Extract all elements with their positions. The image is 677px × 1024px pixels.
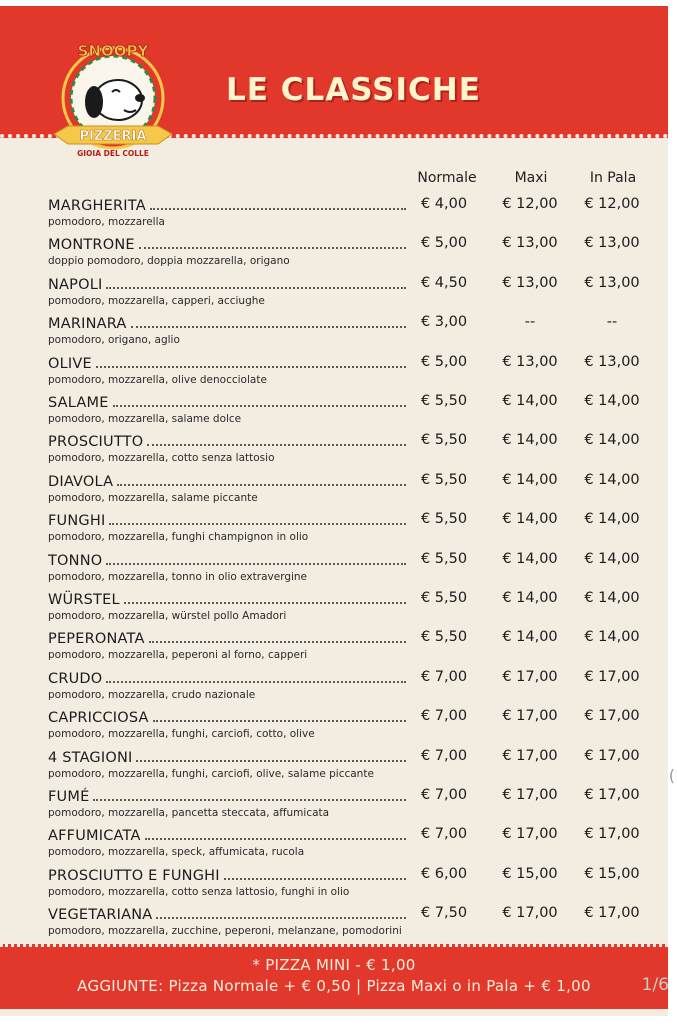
price-normale: € 5,00	[420, 353, 468, 370]
menu-item-description: pomodoro, mozzarella, crudo nazionale	[48, 688, 256, 701]
menu-item	[48, 511, 648, 550]
dot-leader	[117, 472, 406, 486]
price-maxi: € 14,00	[502, 590, 558, 606]
dot-leader	[106, 275, 406, 289]
menu-item-name-line	[48, 551, 406, 571]
price-maxi: --	[524, 314, 536, 331]
menu-item-name: OLIVE	[48, 355, 92, 372]
menu-item	[48, 314, 648, 353]
price-in-pala: € 14,00	[584, 432, 640, 449]
price-maxi: € 17,00	[502, 747, 558, 764]
price-in-pala: --	[606, 314, 618, 331]
menu-item	[48, 235, 648, 274]
menu-item-name-line	[48, 393, 406, 413]
menu-item-name: PROSCIUTTO E FUNGHI	[48, 867, 220, 884]
menu-item-name-line	[48, 511, 406, 531]
logo-top-text: SNOOPY	[77, 42, 149, 60]
menu-item-name: FUNGHI	[48, 513, 106, 530]
dot-leader	[150, 196, 406, 210]
menu-item-name-line	[48, 432, 406, 452]
menu-item	[48, 708, 648, 747]
dot-leader	[224, 866, 406, 880]
menu-item	[48, 196, 648, 235]
menu-item-name-line	[48, 866, 406, 886]
price-normale: € 5,50	[420, 432, 468, 449]
dot-leader	[96, 354, 406, 368]
price-normale: € 5,50	[420, 471, 468, 488]
menu-item-name-line	[48, 787, 406, 807]
dot-leader	[109, 511, 406, 525]
price-in-pala: € 13,00	[584, 235, 640, 252]
price-normale: € 5,00	[420, 235, 468, 252]
price-in-pala: € 14,00	[584, 471, 640, 488]
price-maxi: € 14,00	[502, 432, 558, 449]
menu-item-description: pomodoro, mozzarella, cotto senza lattosio, funghi in olio	[48, 885, 350, 898]
menu-item	[48, 551, 648, 590]
price-normale: € 7,00	[420, 708, 468, 725]
price-normale: € 5,50	[420, 550, 468, 567]
menu-item-description: pomodoro, mozzarella, funghi champignon in olio	[48, 531, 309, 544]
menu-item	[48, 393, 648, 432]
menu-item-name: MARINARA	[48, 316, 127, 333]
price-maxi: € 14,00	[502, 511, 558, 528]
price-in-pala: € 17,00	[584, 905, 640, 922]
price-normale: € 5,50	[420, 629, 468, 646]
dot-leader	[106, 551, 406, 565]
dot-leader	[93, 787, 406, 801]
price-in-pala: € 14,00	[584, 629, 640, 646]
price-normale: € 6,00	[420, 865, 468, 882]
menu-item-name: CRUDO	[48, 670, 103, 687]
menu-item-description: pomodoro, mozzarella, tonno in olio extravergine	[48, 570, 308, 583]
price-in-pala: € 14,00	[584, 550, 640, 567]
menu-item-name: NAPOLI	[48, 276, 103, 293]
menu-item-name-line	[48, 314, 406, 334]
price-in-pala: € 12,00	[584, 196, 640, 212]
price-in-pala: € 17,00	[584, 708, 640, 725]
menu-item-name: DIAVOLA	[48, 473, 114, 490]
price-in-pala: € 13,00	[584, 274, 640, 291]
dot-leader	[153, 708, 406, 722]
dot-leader	[113, 393, 406, 407]
menu-item-description: pomodoro, mozzarella, zucchine, peperoni, melanzane, pomodorini	[48, 925, 402, 938]
menu-item-description: pomodoro, origano, aglio	[48, 334, 180, 347]
menu-item	[48, 629, 648, 668]
logo-ribbon-text: PIZZERIA	[79, 129, 147, 144]
menu-item-name-line	[48, 275, 406, 295]
price-normale: € 5,50	[420, 590, 468, 606]
price-in-pala: € 14,00	[584, 511, 640, 528]
price-maxi: € 14,00	[502, 471, 558, 488]
menu-item	[48, 354, 648, 393]
menu-item-name-line	[48, 708, 406, 728]
dot-leader	[136, 748, 406, 762]
dot-leader	[145, 826, 406, 840]
menu-item-name: WÜRSTEL	[48, 592, 120, 608]
menu-item	[48, 432, 648, 471]
price-normale: € 3,00	[420, 314, 468, 331]
menu-item-name: MARGHERITA	[48, 198, 146, 214]
footer-pizza-mini: * PIZZA MINI - € 1,00	[252, 956, 416, 974]
price-in-pala: € 15,00	[584, 865, 640, 882]
menu-item-name-line	[48, 669, 406, 689]
dot-leader	[156, 905, 406, 919]
menu-item-description: pomodoro, mozzarella, funghi, carciofi, olive, salame piccante	[48, 767, 374, 780]
menu-item	[48, 275, 648, 314]
menu-item-name: 4 STAGIONI	[48, 749, 133, 766]
menu-item	[48, 905, 648, 944]
dot-leader	[106, 669, 406, 683]
menu-item	[48, 669, 648, 708]
price-in-pala: € 17,00	[584, 747, 640, 764]
price-normale: € 7,00	[420, 668, 468, 685]
price-normale: € 7,00	[420, 787, 468, 803]
page-title: LE CLASSICHE	[226, 72, 481, 108]
page-indicator: 1/6	[641, 975, 669, 995]
price-normale: € 5,50	[420, 393, 468, 409]
menu-item-description: pomodoro, mozzarella	[48, 216, 165, 228]
dot-leader	[139, 235, 406, 249]
col-head-maxi: Maxi	[514, 170, 548, 186]
menu-page	[0, 6, 668, 1016]
menu-item	[48, 826, 648, 865]
col-head-in-pala: In Pala	[589, 170, 637, 186]
price-maxi: € 15,00	[502, 865, 558, 882]
price-maxi: € 17,00	[502, 905, 558, 922]
menu-item-description: doppio pomodoro, doppia mozzarella, origano	[48, 255, 290, 268]
price-maxi: € 17,00	[502, 826, 558, 843]
menu-item	[48, 787, 648, 826]
menu-item	[48, 748, 648, 787]
menu-item-name: PEPERONATA	[48, 631, 145, 648]
footer-banner	[0, 944, 668, 1009]
menu-item-name-line	[48, 629, 406, 649]
menu-item-name-line	[48, 590, 406, 610]
price-in-pala: € 13,00	[584, 353, 640, 370]
price-maxi: € 17,00	[502, 708, 558, 725]
menu-item-name: CAPRICCIOSA	[48, 710, 149, 727]
dot-leader	[124, 590, 406, 604]
price-normale: € 4,50	[420, 274, 468, 291]
menu-item-name-line	[48, 196, 406, 216]
price-in-pala: € 17,00	[584, 787, 640, 803]
price-maxi: € 13,00	[502, 235, 558, 252]
price-normale: € 7,00	[420, 747, 468, 764]
menu-item-description: pomodoro, mozzarella, würstel pollo Amadori	[48, 610, 287, 622]
price-maxi: € 13,00	[502, 274, 558, 291]
menu-item-name-line	[48, 905, 406, 925]
dot-leader	[131, 314, 406, 328]
price-maxi: € 14,00	[502, 393, 558, 409]
price-maxi: € 13,00	[502, 353, 558, 370]
price-in-pala: € 17,00	[584, 826, 640, 843]
menu-item	[48, 472, 648, 511]
price-normale: € 7,50	[420, 905, 468, 922]
menu-item-description: pomodoro, mozzarella, olive denocciolate	[48, 373, 267, 386]
dot-leader	[149, 629, 406, 643]
price-normale: € 4,00	[420, 196, 468, 212]
logo-city-text: GIOIA DEL COLLE	[77, 149, 149, 158]
menu-item-description: pomodoro, mozzarella, funghi, carciofi, cotto, olive	[48, 728, 315, 741]
menu-item-description: pomodoro, mozzarella, pancetta steccata, affumicata	[48, 807, 330, 819]
menu-item-description: pomodoro, mozzarella, salame piccante	[48, 491, 258, 504]
price-normale: € 5,50	[420, 511, 468, 528]
menu-item-name: AFFUMICATA	[48, 828, 141, 845]
menu-item-name: MONTRONE	[48, 237, 135, 254]
menu-item-description: pomodoro, mozzarella, capperi, acciughe	[48, 294, 265, 307]
menu-item-description: pomodoro, mozzarella, cotto senza lattosio	[48, 452, 275, 465]
menu-item-description: pomodoro, mozzarella, salame dolce	[48, 413, 242, 425]
dot-leader	[147, 432, 406, 446]
menu-item-name: SALAME	[48, 395, 109, 411]
menu-item	[48, 866, 648, 905]
menu-item-description: pomodoro, mozzarella, speck, affumicata, rucola	[48, 846, 305, 859]
price-in-pala: € 17,00	[584, 668, 640, 685]
pizzeria-logo	[52, 36, 174, 162]
menu-item-name: FUMÉ	[48, 789, 90, 805]
price-in-pala: € 14,00	[584, 590, 640, 606]
col-head-normale: Normale	[417, 170, 477, 186]
price-maxi: € 14,00	[502, 550, 558, 567]
menu-item-name: PROSCIUTTO	[48, 434, 144, 451]
price-maxi: € 12,00	[502, 196, 558, 212]
menu-item-description: pomodoro, mozzarella, peperoni al forno, capperi	[48, 649, 308, 662]
menu-item	[48, 590, 648, 629]
price-maxi: € 17,00	[502, 668, 558, 685]
menu-item-name-line	[48, 354, 406, 374]
menu-item-name-line	[48, 235, 406, 255]
menu-item-name-line	[48, 472, 406, 492]
menu-item-name: TONNO	[48, 552, 103, 569]
price-maxi: € 14,00	[502, 629, 558, 646]
price-maxi: € 17,00	[502, 787, 558, 803]
footer-aggiunte: AGGIUNTE: Pizza Normale + € 0,50 | Pizza Maxi o in Pala + € 1,00	[77, 977, 591, 995]
menu-item-name: VEGETARIANA	[48, 907, 153, 924]
price-in-pala: € 14,00	[584, 393, 640, 409]
menu-item-name-line	[48, 748, 406, 768]
price-normale: € 7,00	[420, 826, 468, 843]
edge-mark: (	[668, 766, 675, 785]
menu-item-name-line	[48, 826, 406, 846]
